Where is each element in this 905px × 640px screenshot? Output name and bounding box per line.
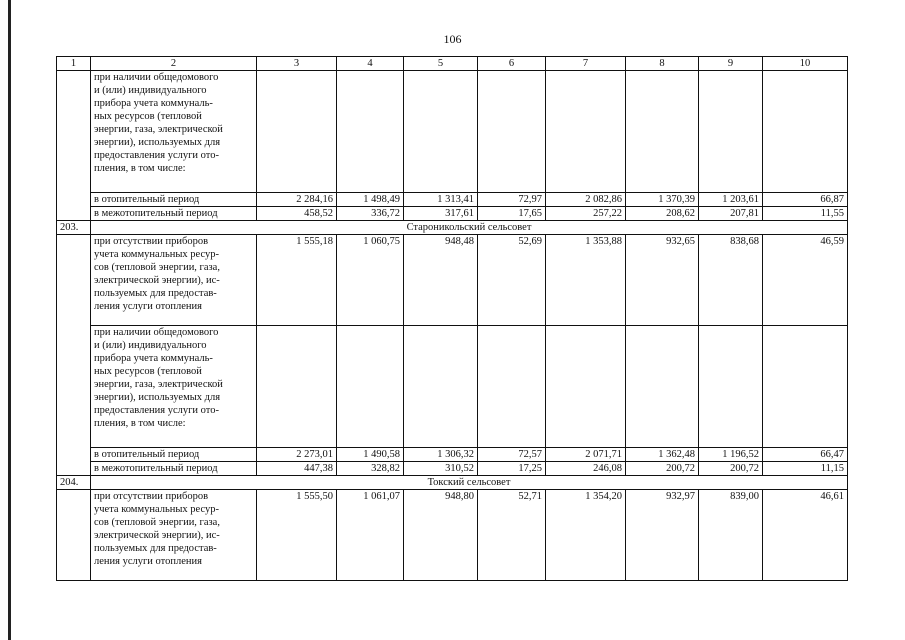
value-cell: 948,80 [404, 490, 478, 581]
value-cell [763, 326, 848, 448]
table-row [57, 207, 848, 221]
value-cell: 1 196,52 [699, 448, 763, 462]
row-label: при наличии общедомового и (или) индивидуального прибора учета коммуналь- ных ресурсов (тепловой энергии, газа, электрической энергии), используемых для предоставления услуги ото- пления, в том числе: [91, 71, 257, 193]
section-title-row [57, 476, 848, 490]
row-label: в отопительный период [91, 448, 257, 462]
column-number-cell: 10 [763, 57, 848, 71]
value-cell: 52,71 [478, 490, 546, 581]
tariff-table [56, 56, 848, 581]
value-cell: 17,65 [478, 207, 546, 221]
column-number-cell: 8 [626, 57, 699, 71]
value-cell: 458,52 [257, 207, 337, 221]
value-cell: 1 370,39 [626, 193, 699, 207]
value-cell [478, 71, 546, 193]
value-cell [337, 71, 404, 193]
row-label: в отопительный период [91, 193, 257, 207]
value-cell: 66,47 [763, 448, 848, 462]
value-cell: 1 498,49 [337, 193, 404, 207]
value-cell: 207,81 [699, 207, 763, 221]
value-cell: 1 354,20 [546, 490, 626, 581]
value-cell [699, 71, 763, 193]
value-cell: 17,25 [478, 462, 546, 476]
value-cell [337, 326, 404, 448]
value-cell: 200,72 [626, 462, 699, 476]
column-number-cell: 3 [257, 57, 337, 71]
column-number-cell: 6 [478, 57, 546, 71]
value-cell: 1 555,18 [257, 235, 337, 326]
value-cell: 66,87 [763, 193, 848, 207]
value-cell: 310,52 [404, 462, 478, 476]
column-number-cell: 2 [91, 57, 257, 71]
column-number-cell: 5 [404, 57, 478, 71]
value-cell: 1 490,58 [337, 448, 404, 462]
table-body [57, 57, 848, 581]
table-row [57, 326, 848, 448]
value-cell [478, 326, 546, 448]
value-cell: 2 284,16 [257, 193, 337, 207]
table-row [57, 71, 848, 193]
column-number-cell: 1 [57, 57, 91, 71]
value-cell: 2 273,01 [257, 448, 337, 462]
row-number-cell [57, 490, 91, 581]
value-cell: 317,61 [404, 207, 478, 221]
value-cell: 72,57 [478, 448, 546, 462]
value-cell: 200,72 [699, 462, 763, 476]
table-row [57, 462, 848, 476]
value-cell [404, 326, 478, 448]
value-cell: 46,59 [763, 235, 848, 326]
value-cell [699, 326, 763, 448]
value-cell: 328,82 [337, 462, 404, 476]
value-cell [626, 326, 699, 448]
column-number-cell: 9 [699, 57, 763, 71]
column-number-row [57, 57, 848, 71]
value-cell: 1 362,48 [626, 448, 699, 462]
table-row [57, 448, 848, 462]
row-label: в межотопительный период [91, 207, 257, 221]
table-row [57, 193, 848, 207]
row-number-cell [57, 235, 91, 476]
value-cell [626, 71, 699, 193]
value-cell: 336,72 [337, 207, 404, 221]
value-cell: 1 313,41 [404, 193, 478, 207]
value-cell: 2 082,86 [546, 193, 626, 207]
column-number-cell: 7 [546, 57, 626, 71]
section-title: Токский сельсовет [91, 476, 848, 490]
value-cell: 1 353,88 [546, 235, 626, 326]
page-binding-edge [8, 0, 11, 640]
value-cell: 11,55 [763, 207, 848, 221]
table-row [57, 235, 848, 326]
value-cell: 257,22 [546, 207, 626, 221]
value-cell [546, 326, 626, 448]
value-cell: 246,08 [546, 462, 626, 476]
value-cell: 932,65 [626, 235, 699, 326]
value-cell: 948,48 [404, 235, 478, 326]
value-cell [257, 71, 337, 193]
value-cell: 1 306,32 [404, 448, 478, 462]
value-cell: 839,00 [699, 490, 763, 581]
value-cell [763, 71, 848, 193]
value-cell [257, 326, 337, 448]
value-cell: 208,62 [626, 207, 699, 221]
row-label: при отсутствии приборов учета коммунальных ресур- сов (тепловой энергии, газа, электрической энергии), ис- пользуемых для предостав- ления услуги отопления [91, 235, 257, 326]
row-label: при наличии общедомового и (или) индивидуального прибора учета коммуналь- ных ресурсов (тепловой энергии, газа, электрической энергии), используемых для предоставления услуги ото- пления, в том числе: [91, 326, 257, 448]
value-cell [546, 71, 626, 193]
section-title: Староникольский сельсовет [91, 221, 848, 235]
row-label: в межотопительный период [91, 462, 257, 476]
value-cell: 46,61 [763, 490, 848, 581]
value-cell: 932,97 [626, 490, 699, 581]
table-row [57, 490, 848, 581]
value-cell: 1 061,07 [337, 490, 404, 581]
value-cell: 52,69 [478, 235, 546, 326]
column-number-cell: 4 [337, 57, 404, 71]
row-label: при отсутствии приборов учета коммунальных ресур- сов (тепловой энергии, газа, электрической энергии), ис- пользуемых для предостав- ления услуги отопления [91, 490, 257, 581]
value-cell: 1 555,50 [257, 490, 337, 581]
value-cell: 447,38 [257, 462, 337, 476]
row-number-cell [57, 71, 91, 221]
section-number: 204. [57, 476, 91, 490]
value-cell: 1 060,75 [337, 235, 404, 326]
value-cell [404, 71, 478, 193]
section-number: 203. [57, 221, 91, 235]
section-title-row [57, 221, 848, 235]
value-cell: 2 071,71 [546, 448, 626, 462]
page-number: 106 [443, 32, 462, 46]
value-cell: 1 203,61 [699, 193, 763, 207]
value-cell: 11,15 [763, 462, 848, 476]
value-cell: 838,68 [699, 235, 763, 326]
value-cell: 72,97 [478, 193, 546, 207]
